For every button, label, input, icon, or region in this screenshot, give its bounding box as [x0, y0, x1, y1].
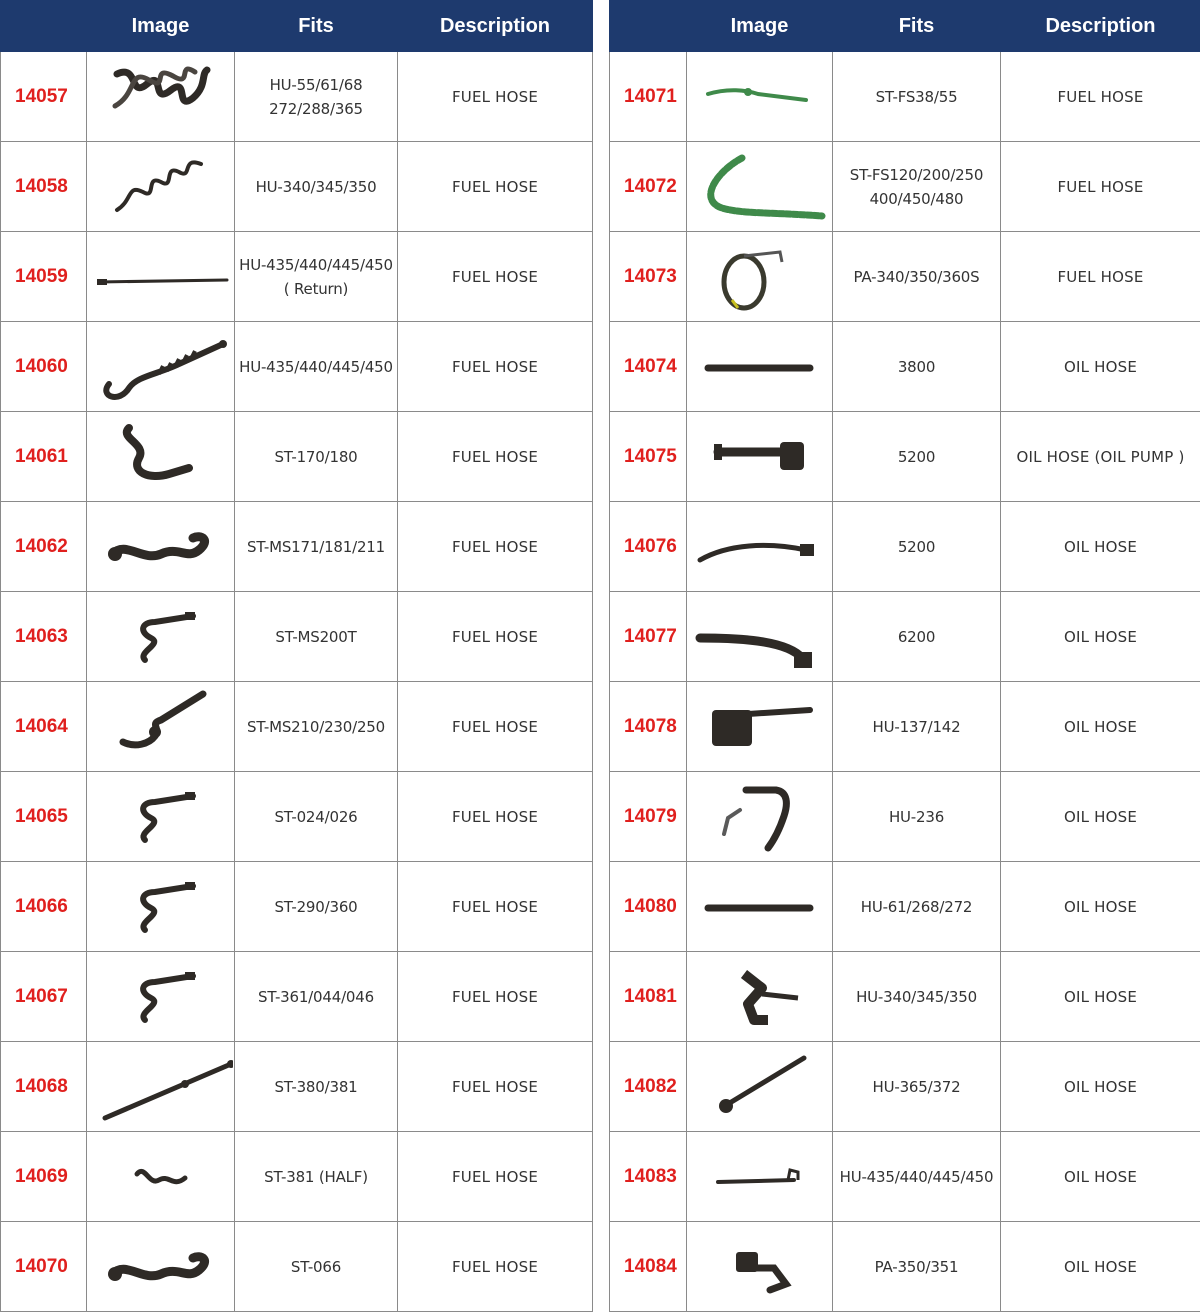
table-header-row [1, 1, 593, 52]
part-image-cell [87, 232, 235, 322]
part-number: 14077 [610, 592, 687, 682]
part-description: FUEL HOSE [1001, 142, 1200, 232]
part-image-cell [687, 592, 833, 682]
table-row [1, 682, 593, 772]
part-number: 14062 [1, 502, 87, 592]
part-number: 14074 [610, 322, 687, 412]
part-image-cell [87, 52, 235, 142]
table-row [1, 322, 593, 412]
wave-hose-icon [89, 504, 233, 590]
header-code [610, 1, 687, 52]
table-row [1, 502, 593, 592]
header-description: Description [1001, 1, 1200, 52]
part-description: FUEL HOSE [398, 952, 593, 1042]
s-bend-hose-icon [89, 414, 233, 500]
s-hose-icon [89, 774, 233, 860]
green-thin-hose-icon [688, 54, 832, 140]
table-row [610, 592, 1200, 682]
part-fits: ST-170/180 [235, 412, 398, 502]
part-description: FUEL HOSE [398, 142, 593, 232]
s-hose-icon [89, 594, 233, 680]
part-image-cell [87, 862, 235, 952]
table-row [610, 772, 1200, 862]
part-image-cell [687, 682, 833, 772]
part-image-cell [87, 502, 235, 592]
angled-hose-icon [89, 684, 233, 770]
coil-hose-icon [89, 54, 233, 140]
part-fits: ST-MS171/181/211 [235, 502, 398, 592]
table-row [610, 1132, 1200, 1222]
part-number: 14072 [610, 142, 687, 232]
part-fits: HU-435/440/445/450 [235, 322, 398, 412]
table-row [1, 1222, 593, 1312]
table-row [1, 142, 593, 232]
part-image-cell [87, 1132, 235, 1222]
table-row [1, 232, 593, 322]
header-code [1, 1, 87, 52]
part-fits: HU-61/268/272 [833, 862, 1001, 952]
part-image-cell [87, 772, 235, 862]
header-description: Description [398, 1, 593, 52]
thin-straight-hose-icon [89, 234, 233, 320]
table-row [610, 142, 1200, 232]
part-fits: ST-MS200T [235, 592, 398, 682]
elbow-hose-icon [688, 1224, 832, 1310]
part-number: 14068 [1, 1042, 87, 1132]
part-image-cell [687, 1132, 833, 1222]
part-description: FUEL HOSE [398, 1042, 593, 1132]
s-hose-icon [89, 954, 233, 1040]
part-number: 14065 [1, 772, 87, 862]
part-number: 14061 [1, 412, 87, 502]
part-image-cell [687, 1222, 833, 1312]
part-fits: ST-FS120/200/250 400/450/480 [833, 142, 1001, 232]
part-fits: HU-137/142 [833, 682, 1001, 772]
part-image-cell [687, 412, 833, 502]
part-fits: ST-MS210/230/250 [235, 682, 398, 772]
part-image-cell [87, 682, 235, 772]
part-number: 14066 [1, 862, 87, 952]
part-fits: 6200 [833, 592, 1001, 682]
part-fits: HU-55/61/68 272/288/365 [235, 52, 398, 142]
table-row [1, 862, 593, 952]
block-hose-icon [688, 684, 832, 770]
table-row [1, 592, 593, 682]
part-fits: PA-350/351 [833, 1222, 1001, 1312]
curved-hose-icon [688, 504, 832, 590]
part-description: OIL HOSE [1001, 1132, 1200, 1222]
spiral-hose-icon [89, 144, 233, 230]
part-number: 14083 [610, 1132, 687, 1222]
long-diagonal-hose-icon [89, 1044, 233, 1130]
part-number: 14070 [1, 1222, 87, 1312]
table-row [1, 1042, 593, 1132]
table-row [1, 1132, 593, 1222]
table-row [610, 232, 1200, 322]
hook-hose-icon [688, 774, 832, 860]
part-image-cell [687, 322, 833, 412]
part-fits: HU-340/345/350 [833, 952, 1001, 1042]
part-image-cell [687, 142, 833, 232]
s-hose-icon [89, 864, 233, 950]
part-description: FUEL HOSE [398, 322, 593, 412]
part-image-cell [87, 1042, 235, 1132]
header-fits: Fits [235, 1, 398, 52]
part-fits: HU-365/372 [833, 1042, 1001, 1132]
part-number: 14075 [610, 412, 687, 502]
part-fits: ST-066 [235, 1222, 398, 1312]
part-description: FUEL HOSE [1001, 232, 1200, 322]
part-description: FUEL HOSE [398, 592, 593, 682]
table-row [610, 502, 1200, 592]
part-number: 14057 [1, 52, 87, 142]
table-row [610, 1042, 1200, 1132]
part-image-cell [687, 52, 833, 142]
part-description: FUEL HOSE [398, 52, 593, 142]
table-row [610, 952, 1200, 1042]
pump-hose-icon [688, 414, 832, 500]
part-number: 14076 [610, 502, 687, 592]
part-image-cell [87, 1222, 235, 1312]
bracket-hose-icon [688, 954, 832, 1040]
part-description: OIL HOSE [1001, 772, 1200, 862]
diagonal-hose-icon [688, 1044, 832, 1130]
part-description: OIL HOSE [1001, 1222, 1200, 1312]
part-fits: 5200 [833, 502, 1001, 592]
part-fits: 3800 [833, 322, 1001, 412]
part-image-cell [87, 412, 235, 502]
part-number: 14060 [1, 322, 87, 412]
parts-table-left [0, 0, 593, 1312]
part-number: 14081 [610, 952, 687, 1042]
part-fits: 5200 [833, 412, 1001, 502]
table-row [610, 412, 1200, 502]
header-fits: Fits [833, 1, 1001, 52]
part-number: 14073 [610, 232, 687, 322]
part-description: FUEL HOSE [398, 232, 593, 322]
part-image-cell [87, 592, 235, 682]
part-number: 14063 [1, 592, 87, 682]
part-description: FUEL HOSE [398, 772, 593, 862]
part-fits: HU-236 [833, 772, 1001, 862]
table-row [1, 412, 593, 502]
part-number: 14067 [1, 952, 87, 1042]
parts-table-right [609, 0, 1200, 1312]
wave-hose-icon [89, 1224, 233, 1310]
table-header-row [610, 1, 1200, 52]
part-description: FUEL HOSE [1001, 52, 1200, 142]
bent-thick-hose-icon [688, 594, 832, 680]
part-number: 14064 [1, 682, 87, 772]
part-description: FUEL HOSE [398, 502, 593, 592]
ribbed-hose-icon [89, 324, 233, 410]
part-description: OIL HOSE [1001, 592, 1200, 682]
part-fits: ST-024/026 [235, 772, 398, 862]
green-curved-hose-icon [688, 144, 832, 230]
table-row [610, 52, 1200, 142]
part-fits: ST-361/044/046 [235, 952, 398, 1042]
part-number: 14079 [610, 772, 687, 862]
part-description: FUEL HOSE [398, 1132, 593, 1222]
part-number: 14078 [610, 682, 687, 772]
part-number: 14084 [610, 1222, 687, 1312]
loop-hose-icon [688, 234, 832, 320]
part-description: FUEL HOSE [398, 862, 593, 952]
header-image: Image [87, 1, 235, 52]
part-fits: HU-340/345/350 [235, 142, 398, 232]
part-description: FUEL HOSE [398, 682, 593, 772]
part-image-cell [87, 952, 235, 1042]
part-description: FUEL HOSE [398, 1222, 593, 1312]
part-image-cell [87, 142, 235, 232]
part-image-cell [687, 1042, 833, 1132]
part-fits: PA-340/350/360S [833, 232, 1001, 322]
part-description: OIL HOSE [1001, 1042, 1200, 1132]
part-image-cell [687, 952, 833, 1042]
table-row [610, 862, 1200, 952]
straight-hose-icon [688, 324, 832, 410]
part-image-cell [687, 772, 833, 862]
part-number: 14082 [610, 1042, 687, 1132]
hook-end-hose-icon [688, 1134, 832, 1220]
part-description: OIL HOSE [1001, 502, 1200, 592]
part-image-cell [87, 322, 235, 412]
part-description: OIL HOSE (OIL PUMP ) [1001, 412, 1200, 502]
table-row [610, 682, 1200, 772]
part-image-cell [687, 502, 833, 592]
part-description: OIL HOSE [1001, 862, 1200, 952]
part-fits: ST-381 (HALF) [235, 1132, 398, 1222]
table-row [610, 1222, 1200, 1312]
part-image-cell [687, 232, 833, 322]
table-row [1, 952, 593, 1042]
table-row [1, 772, 593, 862]
part-description: OIL HOSE [1001, 682, 1200, 772]
part-image-cell [687, 862, 833, 952]
part-number: 14059 [1, 232, 87, 322]
part-fits: ST-FS38/55 [833, 52, 1001, 142]
part-number: 14071 [610, 52, 687, 142]
part-fits: ST-380/381 [235, 1042, 398, 1132]
part-description: FUEL HOSE [398, 412, 593, 502]
part-description: OIL HOSE [1001, 952, 1200, 1042]
part-number: 14058 [1, 142, 87, 232]
table-row [610, 322, 1200, 412]
table-row [1, 52, 593, 142]
straight-hose-icon [688, 864, 832, 950]
part-fits: HU-435/440/445/450 [833, 1132, 1001, 1222]
part-description: OIL HOSE [1001, 322, 1200, 412]
small-wave-hose-icon [89, 1134, 233, 1220]
part-number: 14069 [1, 1132, 87, 1222]
part-fits: ST-290/360 [235, 862, 398, 952]
header-image: Image [687, 1, 833, 52]
part-number: 14080 [610, 862, 687, 952]
part-fits: HU-435/440/445/450 ( Return) [235, 232, 398, 322]
